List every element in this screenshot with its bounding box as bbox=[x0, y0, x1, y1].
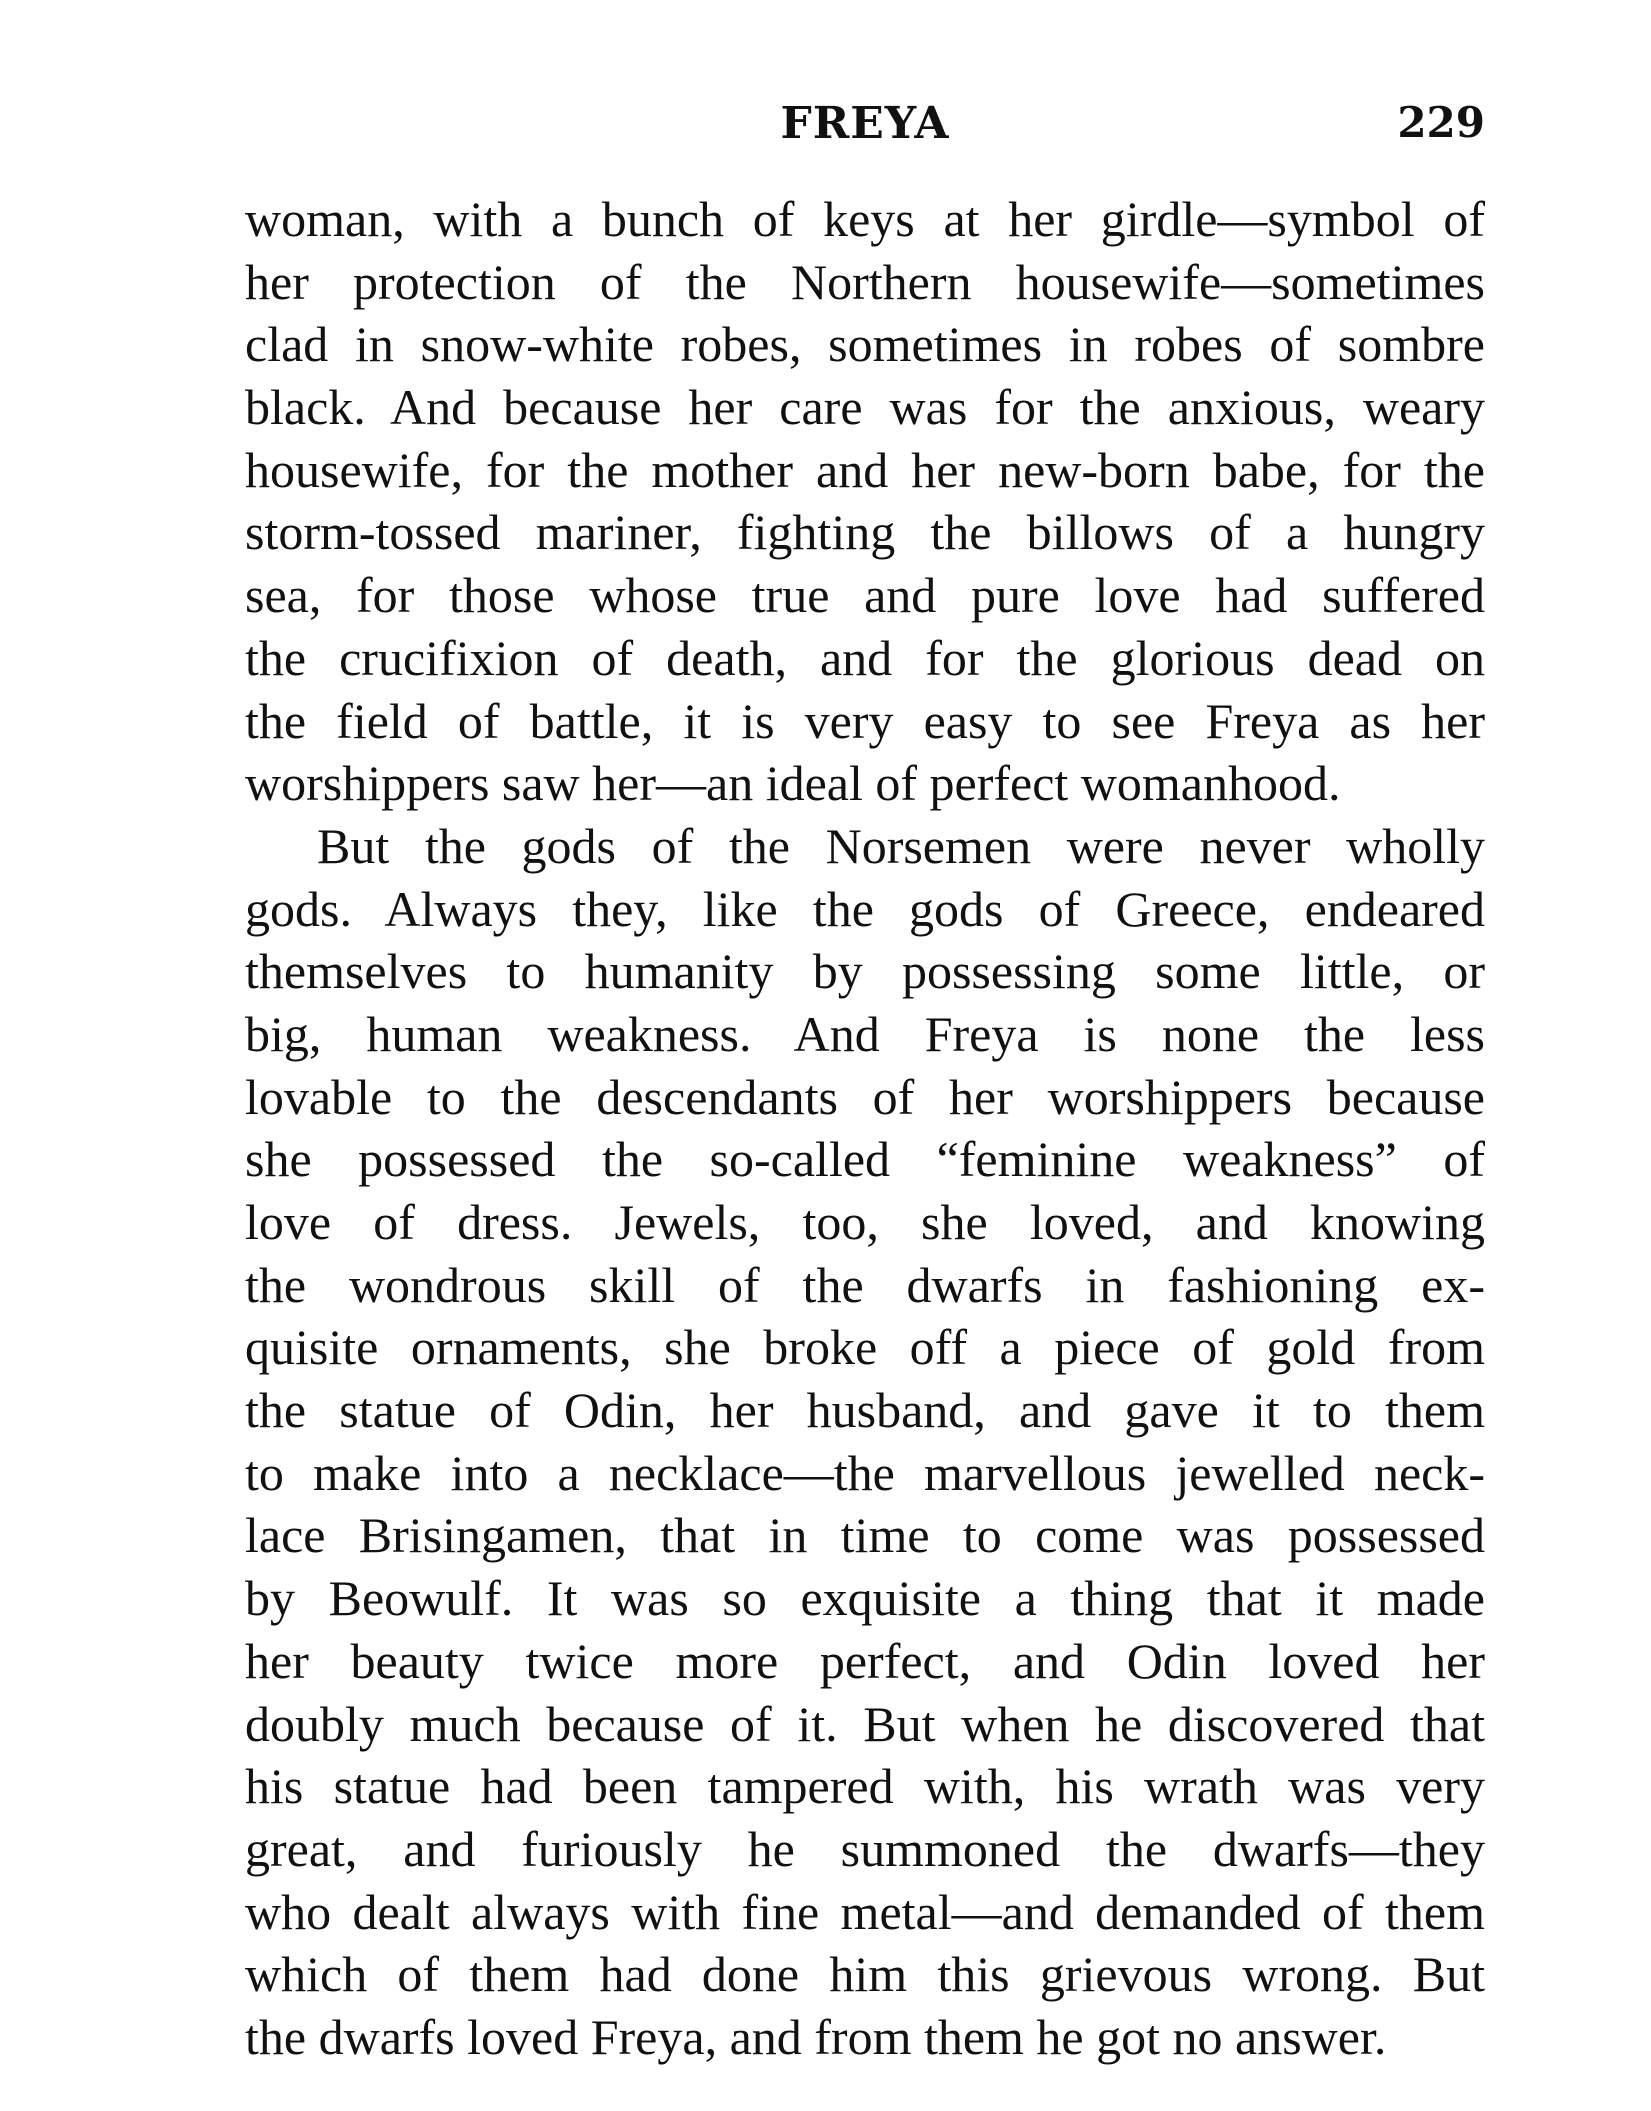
text-line: themselves to humanity by possessing some little, or bbox=[245, 943, 1485, 1000]
text-line: lace Brisingamen, that in time to come was possessed bbox=[245, 1507, 1485, 1564]
running-head bbox=[245, 98, 1485, 158]
text-line: the dwarfs loved Freya, and from them he got no answer. bbox=[245, 2008, 1387, 2065]
text-line: doubly much because of it. But when he discovered that bbox=[245, 1695, 1485, 1752]
text-line: she possessed the so-called “feminine weakness” of bbox=[245, 1131, 1485, 1188]
paragraph-1 bbox=[245, 188, 1485, 815]
text-line: his statue had been tampered with, his wrath was very bbox=[245, 1758, 1485, 1815]
text-line: lovable to the descendants of her worshippers because bbox=[245, 1068, 1485, 1125]
text-line: But the gods of the Norsemen were never wholly bbox=[317, 817, 1485, 874]
text-line: sea, for those whose true and pure love had suffered bbox=[245, 567, 1485, 624]
text-line: love of dress. Jewels, too, she loved, and knowing bbox=[245, 1194, 1485, 1250]
text-line: black. And because her care was for the anxious, weary bbox=[245, 379, 1485, 436]
text-line: her beauty twice more perfect, and Odin loved her bbox=[245, 1632, 1485, 1689]
text-line: who dealt always with fine metal—and demanded of them bbox=[245, 1883, 1485, 1940]
text-line: big, human weakness. And Freya is none the less bbox=[245, 1005, 1485, 1062]
body-text bbox=[245, 188, 1485, 2069]
text-line: which of them had done him this grievous wrong. But bbox=[245, 1946, 1485, 2003]
text-line: by Beowulf. It was so exquisite a thing that it made bbox=[245, 1570, 1485, 1627]
text-line: her protection of the Northern housewife—sometimes bbox=[245, 253, 1485, 310]
text-line: woman, with a bunch of keys at her girdle—symbol of bbox=[245, 191, 1485, 247]
running-title: FREYA bbox=[780, 98, 950, 149]
text-line: the crucifixion of death, and for the glorious dead on bbox=[245, 629, 1485, 686]
page-number: 229 bbox=[1397, 98, 1485, 147]
text-line: clad in snow-white robes, sometimes in robes of sombre bbox=[245, 316, 1485, 373]
text-line: storm-tossed mariner, fighting the billows of a hungry bbox=[245, 504, 1485, 561]
text-line: worshippers saw her—an ideal of perfect womanhood. bbox=[245, 755, 1341, 812]
text-line: the field of battle, it is very easy to see Freya as her bbox=[245, 692, 1485, 749]
text-line: quisite ornaments, she broke off a piece of gold from bbox=[245, 1319, 1485, 1376]
text-line: great, and furiously he summoned the dwarfs—they bbox=[245, 1820, 1485, 1877]
text-line: the statue of Odin, her husband, and gave it to them bbox=[245, 1382, 1485, 1439]
text-line: gods. Always they, like the gods of Greece, endeared bbox=[245, 880, 1485, 937]
text-line: the wondrous skill of the dwarfs in fashioning ex- bbox=[245, 1256, 1485, 1313]
text-line: housewife, for the mother and her new-born babe, for the bbox=[245, 441, 1485, 498]
text-line: to make into a necklace—the marvellous jewelled neck- bbox=[245, 1444, 1485, 1501]
paragraph-2 bbox=[245, 815, 1485, 2069]
